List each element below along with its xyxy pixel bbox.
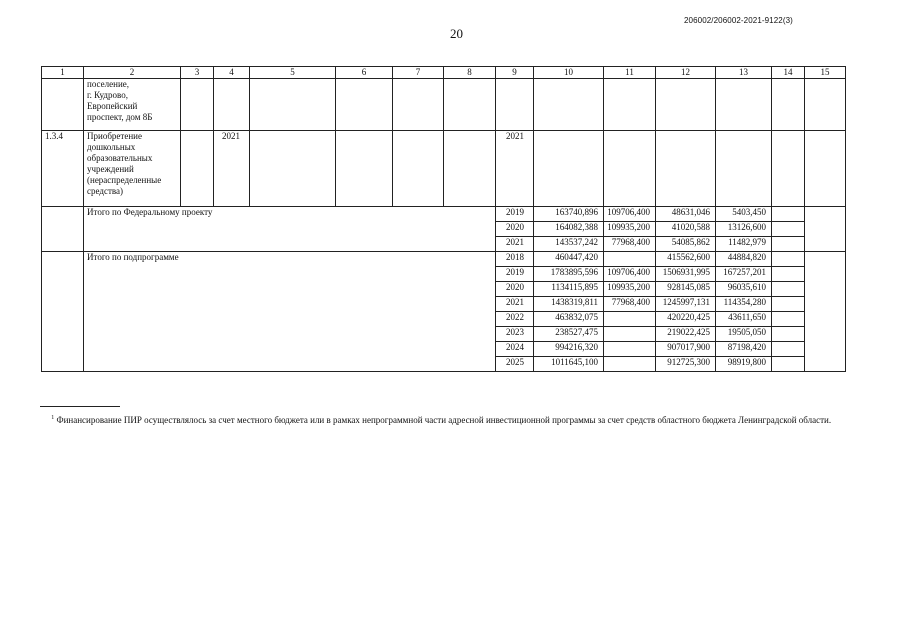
header-cell: 10	[534, 67, 604, 79]
address-line: Европейский	[87, 101, 138, 111]
footnote	[40, 412, 870, 426]
year-cell: 2023	[496, 327, 534, 342]
federal-budget-cell: 109935,200	[604, 222, 656, 237]
total-value-cell: 163740,896	[534, 207, 604, 222]
regional-budget-cell: 420220,425	[656, 312, 716, 327]
header-cell: 7	[393, 67, 444, 79]
year-cell: 2019	[496, 267, 534, 282]
federal-budget-cell: 77968,400	[604, 237, 656, 252]
total-value-cell: 994216,320	[534, 342, 604, 357]
total-value-cell: 238527,475	[534, 327, 604, 342]
subprogram-total-row	[42, 252, 846, 267]
year-cell: 2022	[496, 312, 534, 327]
footnote-text: Финансирование ПИР осуществлялось за счет местного бюджета или в рамках непрограммной части адресной инвестиционной программы за счет средств областного бюджета Ленинградской области.	[56, 415, 832, 425]
item-number: 1.3.4	[42, 131, 84, 207]
local-budget-cell: 114354,280	[716, 297, 772, 312]
year-cell: 2019	[496, 207, 534, 222]
header-cell: 12	[656, 67, 716, 79]
header-cell: 11	[604, 67, 656, 79]
federal-budget-cell	[604, 252, 656, 267]
federal-budget-cell: 109706,400	[604, 267, 656, 282]
federal-budget-cell	[604, 357, 656, 372]
federal-budget-cell: 109706,400	[604, 207, 656, 222]
address-line: поселение,	[87, 79, 130, 89]
federal-budget-cell	[604, 327, 656, 342]
header-cell: 8	[444, 67, 496, 79]
header-cell: 6	[336, 67, 393, 79]
total-value-cell: 1438319,811	[534, 297, 604, 312]
total-value-cell: 1134115,895	[534, 282, 604, 297]
local-budget-cell: 98919,800	[716, 357, 772, 372]
header-cell: 13	[716, 67, 772, 79]
header-cell: 5	[250, 67, 336, 79]
footnote-divider	[40, 406, 120, 407]
item-year-col4: 2021	[214, 131, 250, 207]
header-cell: 14	[772, 67, 805, 79]
local-budget-cell: 13126,600	[716, 222, 772, 237]
federal-budget-cell: 77968,400	[604, 297, 656, 312]
regional-budget-cell: 1245997,131	[656, 297, 716, 312]
total-value-cell: 164082,388	[534, 222, 604, 237]
description-line: дошкольных	[87, 142, 136, 152]
year-cell: 2021	[496, 237, 534, 252]
regional-budget-cell: 54085,862	[656, 237, 716, 252]
total-value-cell: 460447,420	[534, 252, 604, 267]
item-year-col9: 2021	[496, 131, 534, 207]
regional-budget-cell: 219022,425	[656, 327, 716, 342]
federal-budget-cell: 109935,200	[604, 282, 656, 297]
local-budget-cell: 19505,050	[716, 327, 772, 342]
year-cell: 2018	[496, 252, 534, 267]
header-cell: 2	[84, 67, 181, 79]
regional-budget-cell: 48631,046	[656, 207, 716, 222]
local-budget-cell: 11482,979	[716, 237, 772, 252]
regional-budget-cell: 415562,600	[656, 252, 716, 267]
header-cell: 15	[805, 67, 846, 79]
item-description	[84, 131, 181, 207]
federal-total-row	[42, 207, 846, 222]
description-line: средства)	[87, 186, 123, 196]
total-value-cell: 143537,242	[534, 237, 604, 252]
page-number: 20	[450, 26, 463, 41]
table-row-item-1-3-4	[42, 131, 846, 207]
year-cell: 2024	[496, 342, 534, 357]
address-line: г. Кудрово,	[87, 90, 128, 100]
regional-budget-cell: 912725,300	[656, 357, 716, 372]
local-budget-cell: 43611,650	[716, 312, 772, 327]
financing-table	[41, 66, 846, 372]
year-cell: 2025	[496, 357, 534, 372]
regional-budget-cell: 1506931,995	[656, 267, 716, 282]
local-budget-cell: 87198,420	[716, 342, 772, 357]
address-cell	[84, 79, 181, 131]
federal-total-label: Итого по Федеральному проекту	[84, 207, 496, 252]
local-budget-cell: 167257,201	[716, 267, 772, 282]
total-value-cell: 463832,075	[534, 312, 604, 327]
regional-budget-cell: 928145,085	[656, 282, 716, 297]
year-cell: 2020	[496, 222, 534, 237]
regional-budget-cell: 41020,588	[656, 222, 716, 237]
total-value-cell: 1783895,596	[534, 267, 604, 282]
description-line: образовательных	[87, 153, 153, 163]
description-line: Приобретение	[87, 131, 142, 141]
header-row	[42, 67, 846, 79]
header-cell: 4	[214, 67, 250, 79]
year-cell: 2020	[496, 282, 534, 297]
address-line: проспект, дом 8Б	[87, 112, 153, 122]
subprogram-total-label: Итого по подпрограмме	[84, 252, 496, 372]
total-value-cell: 1011645,100	[534, 357, 604, 372]
table-row-address	[42, 79, 846, 131]
description-line: (нераспределенные	[87, 175, 162, 185]
local-budget-cell: 44884,820	[716, 252, 772, 267]
description-line: учреждений	[87, 164, 134, 174]
header-cell: 9	[496, 67, 534, 79]
regional-budget-cell: 907017,900	[656, 342, 716, 357]
local-budget-cell: 5403,450	[716, 207, 772, 222]
footnote-mark: 1	[51, 415, 55, 421]
document-id: 206002/206002-2021-9122(3)	[684, 16, 793, 25]
federal-budget-cell	[604, 312, 656, 327]
local-budget-cell: 96035,610	[716, 282, 772, 297]
header-cell: 1	[42, 67, 84, 79]
year-cell: 2021	[496, 297, 534, 312]
header-cell: 3	[181, 67, 214, 79]
federal-budget-cell	[604, 342, 656, 357]
